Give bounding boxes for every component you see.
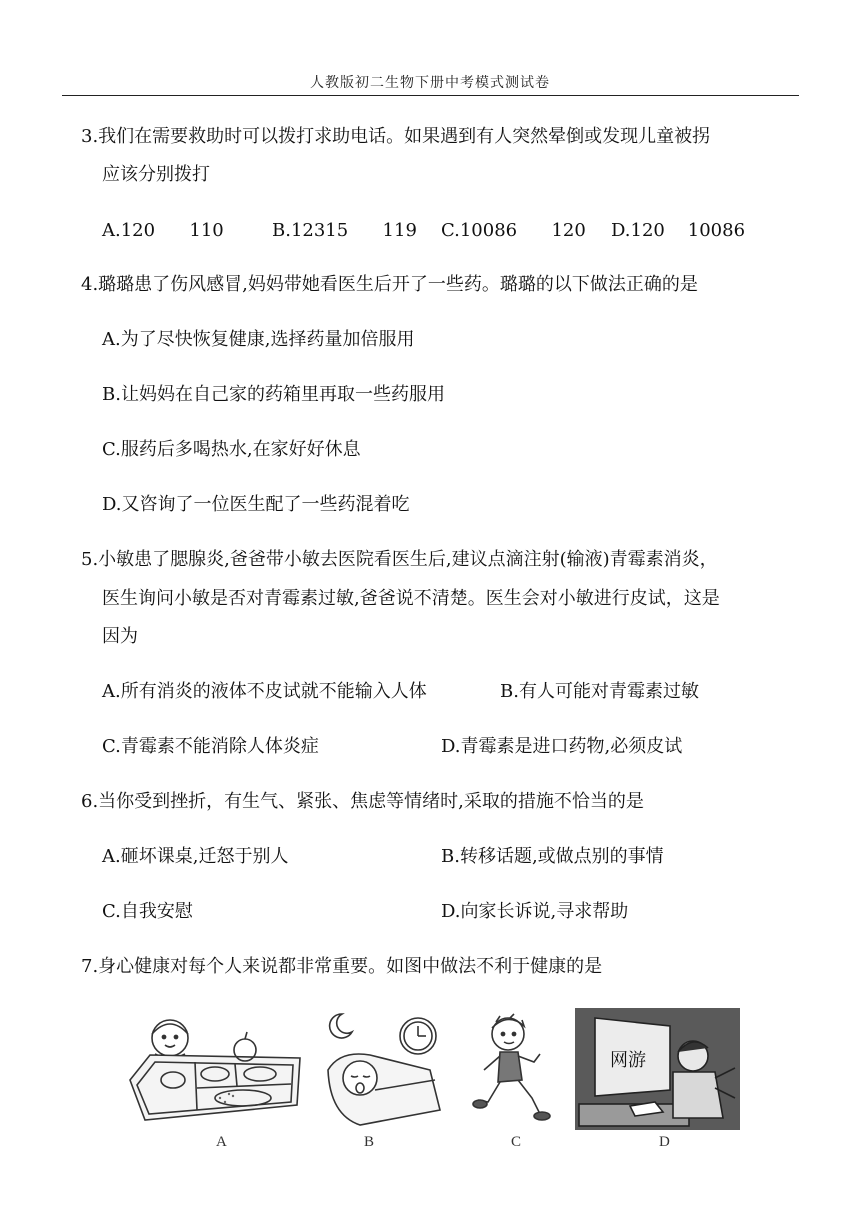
q3-option-b: B.12315 119 (272, 220, 417, 241)
q5-option-b: B.有人可能对青霉素过敏 (500, 681, 699, 702)
running-boy-illustration (470, 1010, 565, 1130)
q5-stem-line3: 因为 (102, 626, 138, 647)
figure-label-b: B (364, 1134, 375, 1150)
q5-option-a: A.所有消炎的液体不皮试就不能输入人体 (102, 681, 427, 702)
q5-option-d: D.青霉素是进口药物,必须皮试 (441, 736, 683, 757)
q4-option-a: A.为了尽快恢复健康,选择药量加倍服用 (102, 329, 415, 350)
q6-option-a: A.砸坏课桌,迁怒于别人 (102, 846, 289, 867)
q6-option-c: C.自我安慰 (102, 901, 193, 922)
q5-stem-line1: 5.小敏患了腮腺炎,爸爸带小敏去医院看医生后,建议点滴注射(输液)青霉素消炎， (81, 549, 718, 570)
q4-option-c: C.服药后多喝热水,在家好好休息 (102, 439, 361, 460)
page-header: 人教版初二生物下册中考模式测试卷 (310, 75, 550, 91)
q5-stem-line2: 医生询问小敏是否对青霉素过敏,爸爸说不清楚。医生会对小敏进行皮试，这是 (102, 588, 720, 609)
q3-stem-line2: 应该分别拨打 (102, 164, 210, 185)
figure-label-a: A (216, 1134, 227, 1150)
sleeping-boy-illustration (320, 1010, 450, 1130)
q4-option-b: B.让妈妈在自己家的药箱里再取一些药服用 (102, 384, 445, 405)
figure-label-d: D (659, 1134, 670, 1150)
q3-stem-line1: 3.我们在需要救助时可以拨打求助电话。如果遇到有人突然晕倒或发现儿童被拐 (81, 126, 711, 147)
figure-label-c: C (511, 1134, 522, 1150)
q3-option-d: D.120 10086 (611, 220, 746, 241)
q3-option-c: C.10086 120 (441, 220, 586, 241)
q6-option-d: D.向家长诉说,寻求帮助 (441, 901, 629, 922)
header-rule (62, 95, 799, 96)
q5-option-c: C.青霉素不能消除人体炎症 (102, 736, 319, 757)
q4-option-d: D.又咨询了一位医生配了一些药混着吃 (102, 494, 410, 515)
q6-stem: 6.当你受到挫折，有生气、紧张、焦虑等情绪时,采取的措施不恰当的是 (81, 791, 644, 812)
q3-option-a: A.120 110 (102, 220, 224, 241)
lunch-tray-illustration (125, 1010, 305, 1130)
game-screen-text: 网游 (610, 1050, 646, 1071)
q4-stem: 4.璐璐患了伤风感冒,妈妈带她看医生后开了一些药。璐璐的以下做法正确的是 (81, 274, 698, 295)
q7-stem: 7.身心健康对每个人来说都非常重要。如图中做法不利于健康的是 (81, 956, 603, 977)
online-gaming-illustration (575, 1008, 740, 1130)
q6-option-b: B.转移话题,或做点别的事情 (441, 846, 664, 867)
